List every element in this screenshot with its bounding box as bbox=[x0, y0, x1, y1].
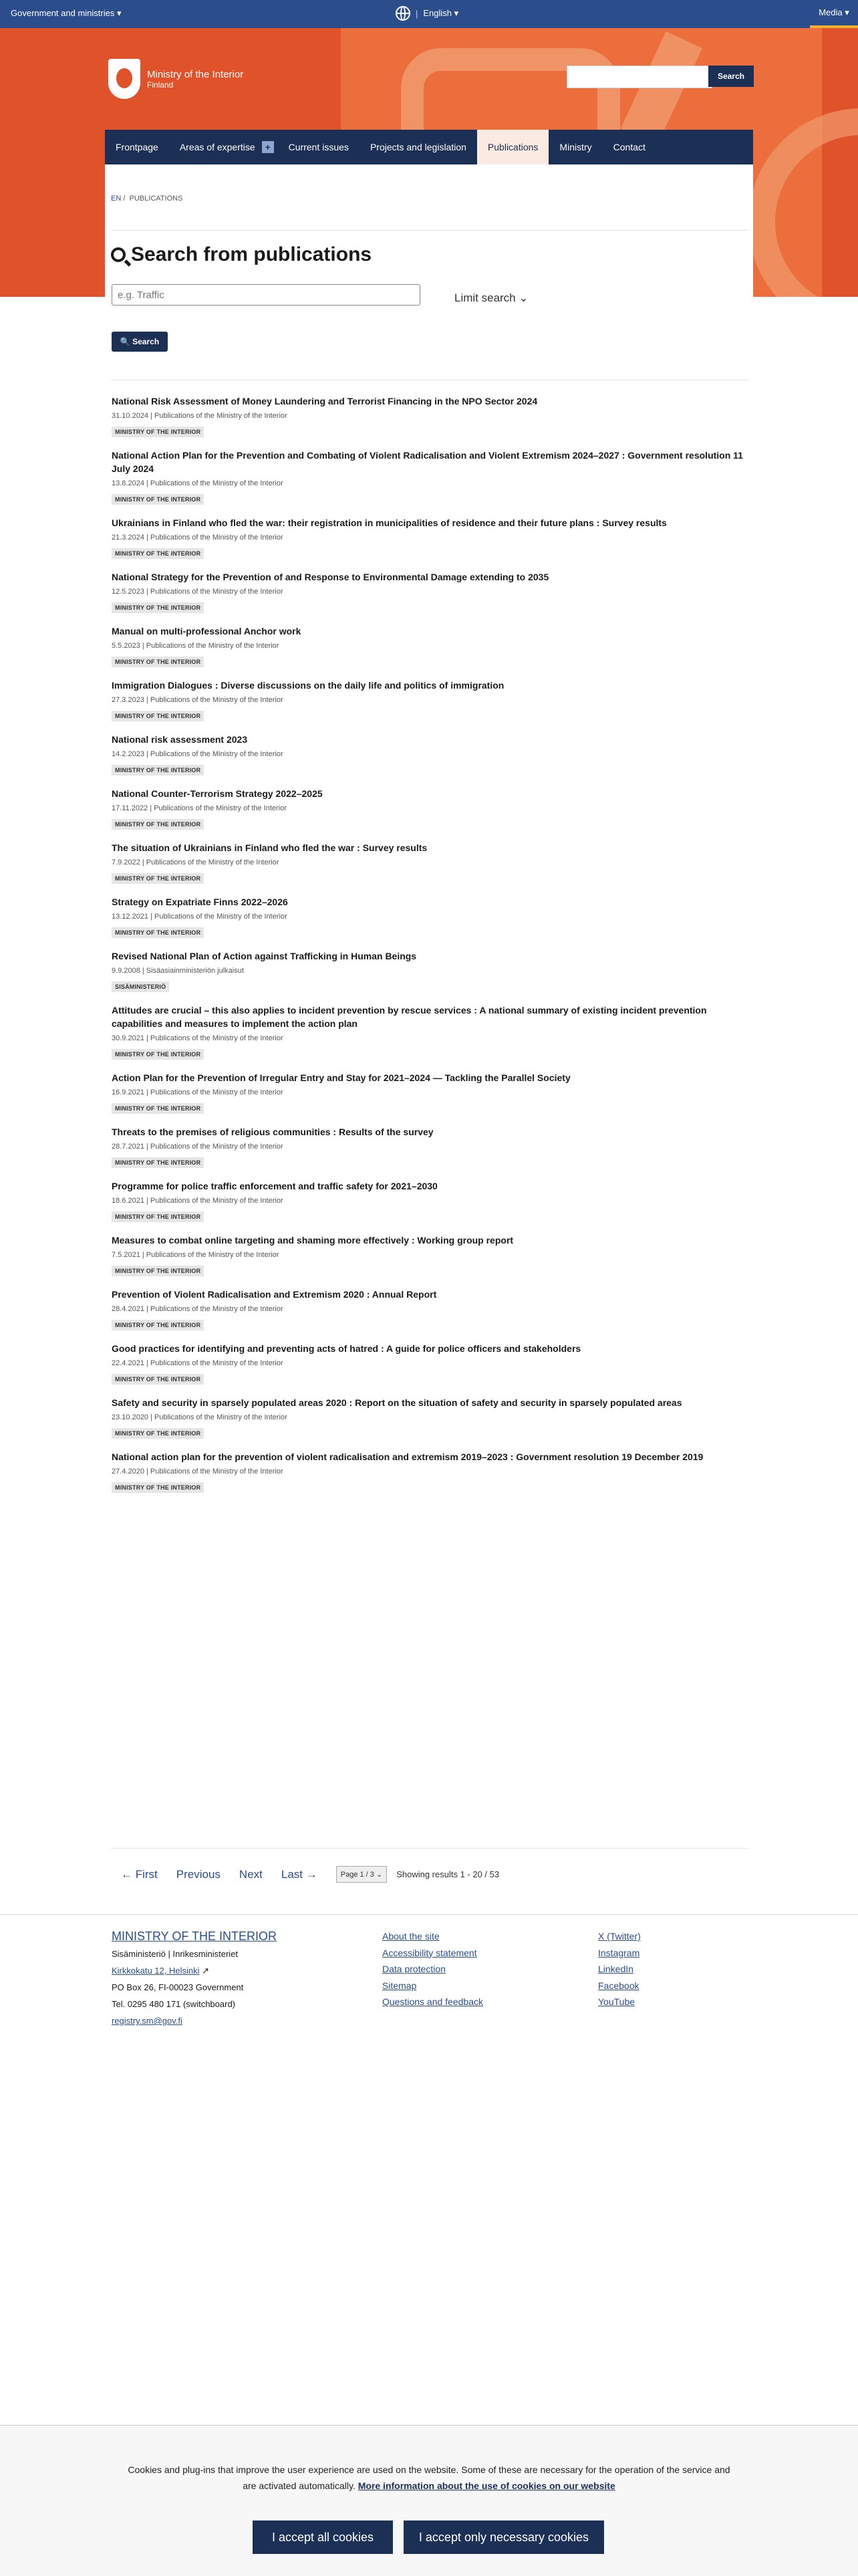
footer-email[interactable]: registry.sm@gov.fi bbox=[112, 2016, 182, 2026]
result-meta: 16.9.2021 | Publications of the Ministry of the Interior bbox=[112, 1088, 283, 1096]
result-tag: MINISTRY OF THE INTERIOR bbox=[112, 427, 204, 437]
divider bbox=[111, 1848, 748, 1849]
footer bbox=[0, 1914, 858, 2035]
pagination bbox=[121, 1866, 499, 1883]
language-selector[interactable] bbox=[396, 6, 458, 21]
result-title[interactable]: Action Plan for the Prevention of Irregular Entry and Stay for 2021–2024 — Tackling the Parallel Society bbox=[112, 1072, 571, 1083]
site-search-input[interactable] bbox=[567, 66, 712, 88]
result-meta: 22.4.2021 | Publications of the Ministry of the Interior bbox=[112, 1359, 283, 1367]
breadcrumb-current: PUBLICATIONS bbox=[129, 195, 183, 203]
page-title-text: Search from publications bbox=[131, 243, 372, 265]
result-meta: 28.4.2021 | Publications of the Ministry of the Interior bbox=[112, 1305, 283, 1313]
result-tag: MINISTRY OF THE INTERIOR bbox=[112, 548, 204, 559]
result-item bbox=[112, 1125, 753, 1168]
footer-ministry-name[interactable]: MINISTRY OF THE INTERIOR bbox=[112, 1929, 277, 1943]
result-meta: 13.8.2024 | Publications of the Ministry of the Interior bbox=[112, 479, 283, 487]
results-list bbox=[112, 394, 753, 1504]
result-item bbox=[112, 1342, 753, 1385]
breadcrumb bbox=[111, 195, 182, 203]
cookie-text bbox=[120, 2462, 738, 2494]
result-title[interactable]: The situation of Ukrainians in Finland who fled the war : Survey results bbox=[112, 842, 428, 853]
accept-necessary-cookies-button[interactable]: I accept only necessary cookies bbox=[404, 2521, 604, 2554]
result-title[interactable]: Prevention of Violent Radicalisation and Extremism 2020 : Annual Report bbox=[112, 1289, 437, 1300]
result-title[interactable]: National action plan for the prevention of violent radicalisation and extremism 2019–2023 : Government resolution 19 December 2019 bbox=[112, 1451, 704, 1462]
result-title[interactable]: National Counter-Terrorism Strategy 2022–2025 bbox=[112, 788, 323, 799]
result-title[interactable]: Measures to combat online targeting and shaming more effectively : Working group report bbox=[112, 1235, 514, 1246]
result-tag: MINISTRY OF THE INTERIOR bbox=[112, 1374, 204, 1385]
result-meta: 5.5.2023 | Publications of the Ministry of the Interior bbox=[112, 642, 279, 650]
nav-projects-legislation[interactable]: Projects and legislation bbox=[370, 142, 466, 152]
result-item bbox=[112, 1288, 753, 1330]
breadcrumb-lang[interactable]: EN bbox=[111, 195, 122, 203]
result-tag: MINISTRY OF THE INTERIOR bbox=[112, 819, 204, 830]
crest-icon bbox=[108, 59, 140, 99]
result-title[interactable]: National risk assessment 2023 bbox=[112, 734, 248, 745]
pager-next[interactable]: Next bbox=[239, 1867, 263, 1881]
result-item bbox=[112, 1450, 753, 1493]
lang-separator: | bbox=[416, 8, 418, 19]
footer-link[interactable]: Sitemap bbox=[382, 1980, 417, 1991]
result-item bbox=[112, 394, 753, 437]
main-nav bbox=[105, 130, 753, 164]
result-item bbox=[112, 949, 753, 992]
result-tag: MINISTRY OF THE INTERIOR bbox=[112, 1157, 204, 1168]
globe-icon bbox=[396, 6, 410, 21]
result-tag: MINISTRY OF THE INTERIOR bbox=[112, 657, 204, 667]
result-meta: 9.9.2008 | Sisäasiainministeriön julkaisut bbox=[112, 967, 244, 975]
result-meta: 30.9.2021 | Publications of the Ministry of the Interior bbox=[112, 1034, 283, 1042]
footer-link[interactable]: Data protection bbox=[382, 1964, 446, 1974]
result-item bbox=[112, 1234, 753, 1276]
cookie-info-link[interactable]: More information about the use of cookies on our website bbox=[358, 2480, 615, 2491]
nav-areas-of-expertise[interactable]: Areas of expertise bbox=[179, 142, 255, 152]
result-item bbox=[112, 1396, 753, 1439]
result-title[interactable]: Immigration Dialogues : Diverse discussions on the daily life and politics of immigration bbox=[112, 680, 505, 691]
divider bbox=[111, 230, 748, 231]
result-meta: 7.5.2021 | Publications of the Ministry of the Interior bbox=[112, 1251, 279, 1259]
result-meta: 17.11.2022 | Publications of the Ministry of the Interior bbox=[112, 804, 287, 812]
footer-link[interactable]: About the site bbox=[382, 1931, 440, 1942]
result-meta: 31.10.2024 | Publications of the Ministry of the Interior bbox=[112, 412, 287, 420]
result-meta: 14.2.2023 | Publications of the Ministry of the Interior bbox=[112, 750, 283, 758]
expand-plus-icon[interactable]: + bbox=[262, 141, 274, 153]
result-meta: 18.6.2021 | Publications of the Ministry of the Interior bbox=[112, 1197, 283, 1205]
result-tag: MINISTRY OF THE INTERIOR bbox=[112, 602, 204, 613]
site-logo[interactable] bbox=[108, 59, 243, 99]
language-label: English ▾ bbox=[423, 8, 459, 18]
footer-address-link[interactable]: Kirkkokatu 12, Helsinki bbox=[112, 1966, 200, 1976]
footer-links bbox=[382, 1928, 483, 2010]
result-tag: MINISTRY OF THE INTERIOR bbox=[112, 494, 204, 505]
result-tag: MINISTRY OF THE INTERIOR bbox=[112, 1266, 204, 1276]
result-meta: 27.3.2023 | Publications of the Ministry of the Interior bbox=[112, 696, 283, 704]
logo-title: Ministry of the Interior bbox=[147, 68, 244, 80]
result-title[interactable]: National Strategy for the Prevention of and Response to Environmental Damage extending to 2035 bbox=[112, 572, 549, 582]
result-title[interactable]: Attitudes are crucial – this also applies to incident prevention by rescue services : A national summary of existing incident prevention capabilities and measures to implement the action plan bbox=[112, 1005, 707, 1029]
social-link[interactable]: Instagram bbox=[598, 1947, 640, 1958]
footer-social bbox=[598, 1928, 641, 2010]
result-item bbox=[112, 841, 753, 884]
footer-link[interactable]: Accessibility statement bbox=[382, 1947, 477, 1958]
nav-publications[interactable]: Publications bbox=[477, 130, 549, 164]
result-item bbox=[112, 1179, 753, 1222]
result-item bbox=[112, 679, 753, 721]
result-tag: SISÄMINISTERIÖ bbox=[112, 981, 169, 992]
cookie-message: Cookies and plug-ins that improve the user experience are used on the website. Some of these are necessary for the operation of the service and are activated automatically. bbox=[128, 2464, 730, 2491]
search-button-label: Search bbox=[132, 337, 160, 346]
result-meta: 13.12.2021 | Publications of the Ministry of the Interior bbox=[112, 913, 287, 921]
pager-previous[interactable]: Previous bbox=[176, 1867, 221, 1881]
footer-contact bbox=[112, 1928, 277, 2029]
nav-ministry[interactable]: Ministry bbox=[559, 142, 592, 152]
external-link-icon: ↗ bbox=[202, 1966, 210, 1976]
footer-postal: PO Box 26, FI-00023 Government bbox=[112, 1982, 244, 1992]
nav-contact[interactable]: Contact bbox=[613, 142, 646, 152]
result-item bbox=[112, 449, 753, 505]
result-tag: MINISTRY OF THE INTERIOR bbox=[112, 1320, 204, 1330]
result-meta: 21.3.2024 | Publications of the Ministry of the Interior bbox=[112, 534, 283, 542]
government-menu[interactable]: Government and ministries ▾ bbox=[11, 8, 122, 18]
result-tag: MINISTRY OF THE INTERIOR bbox=[112, 765, 204, 776]
breadcrumb-sep: / bbox=[123, 195, 126, 203]
search-icon bbox=[111, 247, 126, 262]
pager-first[interactable]: ← First bbox=[121, 1867, 158, 1881]
result-title[interactable]: Threats to the premises of religious communities : Results of the survey bbox=[112, 1127, 434, 1137]
footer-phone: Tel. 0295 480 171 (switchboard) bbox=[112, 1999, 236, 2009]
result-item bbox=[112, 733, 753, 776]
result-item bbox=[112, 787, 753, 830]
result-item bbox=[112, 516, 753, 559]
footer-alt-names: Sisäministeriö | Inrikesministeriet bbox=[112, 1949, 239, 1959]
result-meta: 7.9.2022 | Publications of the Ministry of the Interior bbox=[112, 858, 279, 866]
result-tag: MINISTRY OF THE INTERIOR bbox=[112, 873, 204, 884]
result-tag: MINISTRY OF THE INTERIOR bbox=[112, 1103, 204, 1114]
logo-subtitle: Finland bbox=[147, 80, 174, 90]
media-menu[interactable]: Media ▾ bbox=[810, 0, 858, 28]
result-tag: MINISTRY OF THE INTERIOR bbox=[112, 711, 204, 721]
publication-search-button[interactable]: 🔍 Search bbox=[112, 332, 168, 352]
cookie-banner bbox=[0, 2425, 858, 2576]
result-title[interactable]: Strategy on Expatriate Finns 2022–2026 bbox=[112, 897, 288, 907]
result-title[interactable]: National Risk Assessment of Money Laundering and Terrorist Financing in the NPO Sector 2024 bbox=[112, 396, 538, 406]
result-item bbox=[112, 1004, 753, 1060]
social-link[interactable]: Facebook bbox=[598, 1980, 639, 1991]
social-link[interactable]: X (Twitter) bbox=[598, 1931, 641, 1942]
result-item bbox=[112, 624, 753, 667]
result-title[interactable]: Revised National Plan of Action against Trafficking in Human Beings bbox=[112, 951, 417, 961]
result-tag: MINISTRY OF THE INTERIOR bbox=[112, 1428, 204, 1439]
result-tag: MINISTRY OF THE INTERIOR bbox=[112, 927, 204, 938]
results-count: Showing results 1 - 20 / 53 bbox=[396, 1869, 500, 1879]
limit-search-toggle[interactable]: Limit search ⌄ bbox=[454, 291, 529, 304]
result-title[interactable]: National Action Plan for the Prevention and Combating of Violent Radicalisation and Violent Extremism 2024–2027 : Government resolution 11 July 2024 bbox=[112, 450, 743, 474]
footer-link[interactable]: Questions and feedback bbox=[382, 1996, 483, 2007]
result-meta: 27.4.2020 | Publications of the Ministry of the Interior bbox=[112, 1468, 283, 1476]
result-item bbox=[112, 895, 753, 938]
result-tag: MINISTRY OF THE INTERIOR bbox=[112, 1482, 204, 1493]
result-title[interactable]: Programme for police traffic enforcement and traffic safety for 2021–2030 bbox=[112, 1181, 438, 1191]
nav-current-issues[interactable]: Current issues bbox=[288, 142, 349, 152]
social-link[interactable]: LinkedIn bbox=[598, 1964, 633, 1974]
result-title[interactable]: Ukrainians in Finland who fled the war: their registration in municipalities of residence and their future plans : Survey results bbox=[112, 517, 667, 528]
pager-last[interactable]: Last → bbox=[281, 1867, 317, 1881]
page-select[interactable]: Page 1 / 3 ⌄ bbox=[336, 1866, 387, 1883]
result-meta: 12.5.2023 | Publications of the Ministry of the Interior bbox=[112, 588, 283, 596]
nav-frontpage[interactable]: Frontpage bbox=[116, 142, 158, 152]
result-meta: 28.7.2021 | Publications of the Ministry of the Interior bbox=[112, 1143, 283, 1151]
social-link[interactable]: YouTube bbox=[598, 1996, 635, 2007]
result-item bbox=[112, 570, 753, 613]
site-search-button[interactable]: Search bbox=[708, 66, 754, 87]
accept-all-cookies-button[interactable]: I accept all cookies bbox=[253, 2521, 393, 2554]
result-title[interactable]: Manual on multi-professional Anchor work bbox=[112, 626, 301, 636]
result-tag: MINISTRY OF THE INTERIOR bbox=[112, 1049, 204, 1060]
result-title[interactable]: Good practices for identifying and preventing acts of hatred : A guide for police officers and stakeholders bbox=[112, 1343, 581, 1354]
result-meta: 23.10.2020 | Publications of the Ministry of the Interior bbox=[112, 1413, 287, 1421]
result-item bbox=[112, 1071, 753, 1114]
top-bar bbox=[0, 0, 858, 28]
result-title[interactable]: Safety and security in sparsely populated areas 2020 : Report on the situation of safety and security in sparsely populated areas bbox=[112, 1397, 682, 1408]
publication-search-input[interactable] bbox=[112, 284, 420, 306]
result-tag: MINISTRY OF THE INTERIOR bbox=[112, 1211, 204, 1222]
page-title bbox=[111, 243, 372, 266]
